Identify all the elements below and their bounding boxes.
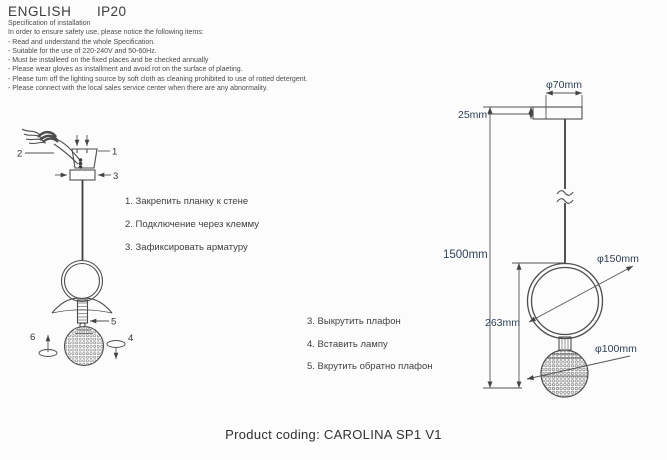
callout-6: 6 [30, 332, 36, 343]
ring-frame [528, 264, 603, 339]
terminal-block [79, 162, 83, 166]
spec-item: - Read and understand the whole Specification. [8, 38, 156, 46]
terminal-block [79, 158, 83, 162]
mount-instructions [125, 197, 259, 253]
mounting-bracket [72, 135, 97, 169]
spec-item: - Please wear gloves as installment and avoid rot on the surface of plaeting. [8, 66, 243, 74]
bulb-step: 4. Вставить лампу [307, 338, 388, 350]
dim-canopy-height [458, 107, 531, 121]
svg-text:263mm: 263mm [485, 317, 521, 329]
product-coding: Product coding: CAROLINA SP1 V1 [225, 427, 442, 442]
unscrew-indicator [30, 332, 57, 357]
spec-title: Specification of installation [8, 20, 91, 27]
shade-holder [52, 298, 112, 328]
assembly-diagram [10, 125, 140, 385]
language-label: ENGLISH [8, 4, 72, 19]
svg-text:φ70mm: φ70mm [546, 79, 582, 91]
crystal-sphere [65, 327, 104, 366]
ip-rating-label: IP20 [97, 4, 127, 19]
dim-canopy-diameter [546, 79, 582, 119]
specification-block [8, 19, 438, 93]
ring-frame [62, 261, 103, 302]
svg-text:φ100mm: φ100mm [595, 343, 637, 355]
callout-2: 2 [17, 148, 23, 160]
dim-total-height [443, 107, 533, 388]
svg-text:φ150mm: φ150mm [597, 253, 639, 265]
dimension-diagram [430, 75, 667, 405]
supply-wires [22, 129, 79, 164]
bulb-step: 3. Выкрутить плафон [307, 316, 401, 327]
callouts [17, 147, 118, 183]
canopy [533, 107, 582, 119]
callout-5: 5 [111, 316, 117, 328]
mount-step: 1. Закрепить планку к стене [125, 196, 249, 207]
svg-text:1500mm: 1500mm [443, 249, 488, 261]
spec-item: - Please turn off the lighting source by soft cloth as cleaning prohibited to use of rotted detergent. [8, 75, 308, 83]
bulb-step: 5. Вкрутить обратно плафон [307, 361, 433, 372]
mount-step: 3. Зафиксировать арматуру [125, 242, 248, 253]
callout-3: 3 [113, 171, 119, 182]
spec-item: - Please connect with the local sales service center when there are any abnormality. [8, 85, 268, 93]
screw-indicator [107, 333, 133, 359]
suspension-wire [557, 119, 573, 263]
spec-item: - Must be installeed on the fixed places and be checked annually [8, 57, 209, 65]
spec-intro: In order to ensure safety use, please notice the following items: [8, 29, 204, 37]
ceiling-canopy [55, 170, 111, 180]
callout-1: 1 [112, 146, 118, 158]
bulb-instructions [307, 317, 433, 372]
crystal-sphere [541, 350, 588, 397]
shade-connector [559, 337, 571, 350]
callout-4: 4 [128, 333, 134, 344]
terminal-block [79, 165, 83, 169]
spec-item: - Suitable for the use of 220-240V and 50-60Hz. [8, 47, 157, 55]
svg-text:25mm: 25mm [458, 109, 488, 121]
mount-step: 2. Подключение через клемму [125, 219, 260, 230]
